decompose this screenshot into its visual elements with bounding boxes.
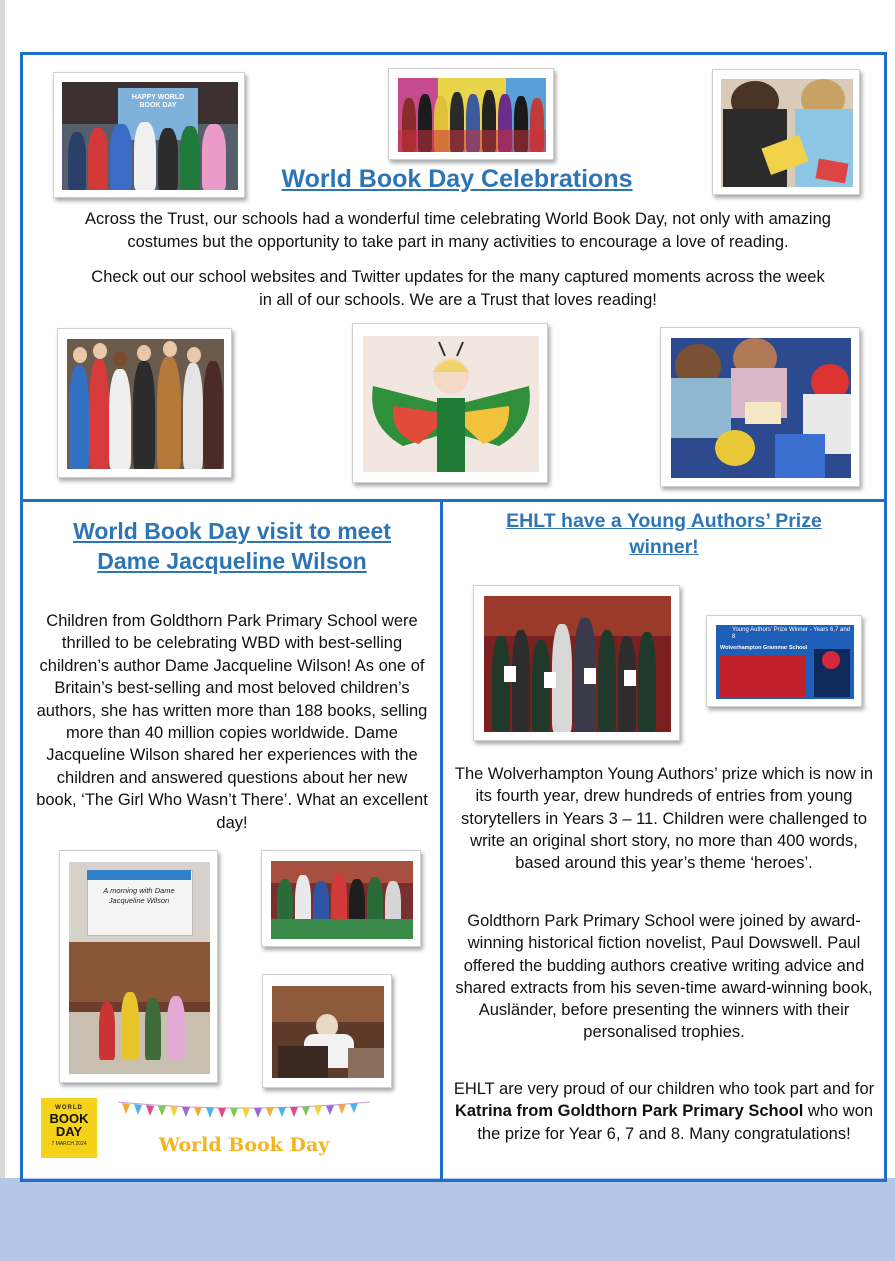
badge-line-2: BOOK [49, 1111, 89, 1126]
prize-card-school: Wolverhampton Grammar School [720, 645, 808, 651]
footer-band [0, 1178, 895, 1261]
badge-line-1: WORLD [55, 1105, 83, 1111]
authors-body-3-start: EHLT are very proud of our children who took part and for [453, 1080, 875, 1098]
world-book-day-badge [41, 1098, 97, 1158]
authors-winner-name: Katrina from Goldthorn Park Primary School [454, 1102, 804, 1121]
jacqueline-title-line-1: World Book Day visit to meet [73, 518, 391, 544]
bunting-flags [118, 1094, 370, 1124]
celebrations-paragraph-2-line-1: Check out our school websites and Twitter updates for the many captured moments across the week [91, 268, 825, 286]
authors-body-3 [452, 1078, 876, 1145]
authors-title-line-2: winner! [629, 536, 699, 558]
page-edge-strip [0, 0, 5, 1178]
jacqueline-photo-seated-children [261, 850, 421, 947]
celebrations-photo-costume-group [57, 328, 232, 478]
celebrations-photo-reading [712, 69, 860, 195]
jacqueline-title-line-2: Dame Jacqueline Wilson [97, 548, 367, 574]
authors-body-3-end: who won the prize for Year 6, 7 and 8. Many congratulations! [477, 1102, 874, 1143]
celebrations-paragraph-1: Across the Trust, our schools had a wonderful time celebrating World Book Day, not only with amazing costumes but the opportunity to take part in many activities to encourage a love of reading. [85, 210, 831, 251]
celebrations-photo-group [388, 68, 554, 160]
prize-card-title: Young Authors' Prize Winner - Years 6,7 and 8 [732, 627, 850, 640]
jacqueline-body: Children from Goldthorn Park Primary School were thrilled to be celebrating WBD with best-selling children’s author Dame Jacqueline Wilson! As one of Britain’s best-selling and most beloved children’s authors, she has written more than 188 books, selling more than 40 million copies worldwide. Dame Jacqueline Wilson shared her experiences with the children and answered questions about her new book, ‘The Girl Who Wasn’t There’. What an excellent day! [36, 612, 428, 832]
celebrations-photo-floor-reading [660, 327, 860, 487]
jacqueline-photo-hall [59, 850, 218, 1083]
badge-date: 7 MARCH 2024 [51, 1141, 87, 1147]
world-book-day-banner [118, 1094, 370, 1164]
badge-line-3: DAY [55, 1124, 83, 1139]
classroom-screen-text: HAPPY WORLD BOOK DAY [131, 94, 185, 109]
celebrations-paragraph-2-line-2: in all of our schools. We are a Trust that loves reading! [259, 291, 657, 309]
banner-text: World Book Day [158, 1134, 330, 1156]
authors-photo-prize-card [706, 615, 862, 707]
slide-text: A morning with Dame Jacqueline Wilson [103, 886, 175, 905]
authors-body-1: The Wolverhampton Young Authors’ prize which is now in its fourth year, drew hundreds of entries from young storytellers in Years 3 – 11. Children were challenged to write an original short story, no more than 400 words, based around this year’s theme ‘heroes’. [454, 765, 874, 873]
authors-title-line-1: EHLT have a Young Authors’ Prize [506, 510, 822, 532]
authors-photo-winners [473, 585, 680, 741]
celebrations-title: World Book Day Celebrations [281, 165, 633, 193]
butterfly-costume-drawing [363, 336, 539, 472]
celebrations-photo-butterfly [352, 323, 548, 483]
authors-body-2: Goldthorn Park Primary School were joined by award-winning historical fiction novelist, Paul Dowswell. Paul offered the budding authors creative writing advice and shared extracts from his seven-time award-winning book, Ausländer, before presenting the winners with their personalised trophies. [455, 912, 873, 1042]
jacqueline-photo-author [262, 974, 392, 1088]
celebrations-photo-classroom [53, 72, 245, 198]
